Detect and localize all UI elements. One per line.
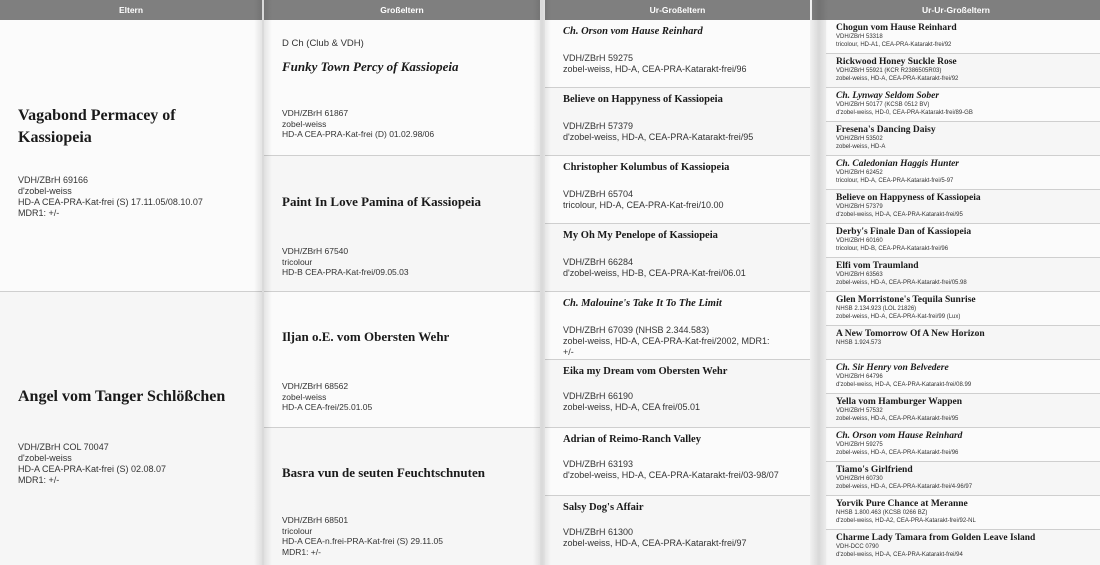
great-grandparent-info: VDH/ZBrH 61300 zobel-weiss, HD-A, CEA-PRA-Katarakt-frei/97: [563, 527, 747, 548]
grandparent-name: Basra vun de seuten Feuchtschnuten: [282, 465, 485, 480]
great-grandparent-name: Ch. Orson vom Hause Reinhard: [563, 26, 703, 37]
great-great-grandparent-cell: [826, 496, 1100, 530]
ggg-info: VDH/ZBrH 63563 zobel-weiss, HD-A, CEA-PRA-Katarakt-frei/05.98: [836, 272, 967, 286]
grandparent-cell: [264, 20, 540, 156]
parent-cell-sire: [0, 20, 262, 292]
page-fold: [533, 0, 551, 565]
great-great-grandparent-cell: [826, 428, 1100, 462]
great-great-grandparent-cell: [826, 360, 1100, 394]
ggg-info: VDH/ZBrH 60730 zobel-weiss, HD-A, CEA-PRA-Katarakt-frei/4-96/97: [836, 476, 973, 490]
header-ur-grosseltern: Ur-Großeltern: [545, 0, 810, 20]
ggg-name: Elfi vom Traumland: [836, 261, 919, 271]
ggg-name: Derby's Finale Dan of Kassiopeia: [836, 227, 972, 237]
grandparent-name: Funky Town Percy of Kassiopeia: [282, 59, 459, 74]
great-grandparent-cell: [545, 496, 810, 565]
great-grandparent-cell: [545, 428, 810, 496]
great-grandparent-info: VDH/ZBrH 66284 d'zobel-weiss, HD-B, CEA-PRA-Kat-frei/06.01: [563, 257, 746, 278]
great-great-grandparent-cell: [826, 462, 1100, 496]
ggg-name: Ch. Orson vom Hause Reinhard: [836, 431, 963, 441]
parent-cell-dam: [0, 292, 262, 565]
great-great-grandparent-cell: [826, 156, 1100, 190]
page-fold: [810, 0, 828, 565]
grandparent-name: Paint In Love Pamina of Kassiopeia: [282, 194, 481, 209]
ggg-info: VDH/ZBrH 62452 tricolour, HD-A, CEA-PRA-Katarakt-frei/5-97: [836, 170, 954, 184]
parent-info: VDH/ZBrH COL 70047 d'zobel-weiss HD-A CEA-PRA-Kat-frei (S) 02.08.07 MDR1: +/-: [18, 442, 167, 485]
ggg-name: Ch. Sir Henry von Belvedere: [836, 363, 949, 373]
ggg-info: VDH/ZBrH 53318 tricolour, HD-A1, CEA-PRA-Katarakt-frei/92: [836, 34, 952, 48]
great-grandparent-info: VDH/ZBrH 57379 d'zobel-weiss, HD-A, CEA-PRA-Katarakt-frei/95: [563, 121, 754, 142]
ggg-name: Yorvik Pure Chance at Meranne: [836, 499, 968, 509]
ggg-name: Fresena's Dancing Daisy: [836, 125, 936, 135]
great-great-grandparent-cell: [826, 292, 1100, 326]
ggg-info: NHSB 1.924.573: [836, 340, 882, 346]
great-grandparent-cell: [545, 20, 810, 88]
ggg-name: Charme Lady Tamara from Golden Leave Island: [836, 533, 1036, 543]
ggg-info: VDH/ZBrH 57379 d'zobel-weiss, HD-A, CEA-PRA-Katarakt-frei/95: [836, 204, 963, 218]
grandparent-cell: [264, 156, 540, 292]
great-grandparent-info: VDH/ZBrH 67039 (NHSB 2.344.583) zobel-weiss, HD-A, CEA-PRA-Kat-frei/2002, MDR1: +/-: [563, 325, 770, 357]
grandparent-prefix: D Ch (Club & VDH): [282, 38, 364, 49]
ggg-info: VDH/ZBrH 53502 zobel-weiss, HD-A: [836, 136, 886, 150]
great-grandparent-cell: [545, 88, 810, 156]
great-great-grandparent-cell: [826, 530, 1100, 565]
ggg-name: Yella vom Hamburger Wappen: [836, 397, 963, 407]
great-great-grandparent-cell: [826, 122, 1100, 156]
great-great-grandparent-cell: [826, 88, 1100, 122]
great-grandparent-info: VDH/ZBrH 63193 d'zobel-weiss, HD-A, CEA-PRA-Katarakt-frei/03-98/07: [563, 459, 779, 480]
ggg-name: Rickwood Honey Suckle Rose: [836, 57, 957, 67]
grandparent-info: VDH/ZBrH 68562 zobel-weiss HD-A CEA-frei/25.01.05: [282, 381, 373, 412]
great-grandparent-name: Ch. Malouine's Take It To The Limit: [563, 298, 722, 309]
great-grandparent-cell: [545, 360, 810, 428]
great-great-grandparent-cell: [826, 54, 1100, 88]
ggg-info: NHSB 2.134.923 (LOL 21826) zobel-weiss, HD-A, CEA-PRA-Kat-frei/99 (Lux): [836, 306, 961, 320]
great-grandparent-info: VDH/ZBrH 66190 zobel-weiss, HD-A, CEA frei/05.01: [563, 391, 701, 412]
great-grandparent-name: Eika my Dream vom Obersten Wehr: [563, 366, 728, 377]
grandparent-info: VDH/ZBrH 61867 zobel-weiss HD-A CEA-PRA-Kat-frei (D) 01.02.98/06: [282, 108, 435, 139]
grandparent-name: Iljan o.E. vom Obersten Wehr: [282, 329, 450, 344]
ggg-info: VDH/ZBrH 60160 tricolour, HD-B, CEA-PRA-Katarakt-frei/96: [836, 238, 949, 252]
great-great-grandparent-cell: [826, 20, 1100, 54]
great-grandparent-info: VDH/ZBrH 59275 zobel-weiss, HD-A, CEA-PRA-Katarakt-frei/96: [563, 53, 747, 74]
ggg-info: VDH/ZBrH 59275 zobel-weiss, HD-A, CEA-PRA-Katarakt-frei/96: [836, 442, 959, 456]
ggg-name: Tiamo's Girlfriend: [836, 465, 913, 475]
ggg-info: VDH/ZBrH 50177 (KCSB 0512 BV) d'zobel-weiss, HD-0, CEA-PRA-Katarakt-frei/89-GB: [836, 102, 973, 116]
ggg-name: Ch. Caledonian Haggis Hunter: [836, 159, 960, 169]
great-grandparent-cell: [545, 292, 810, 360]
great-grandparent-name: Christopher Kolumbus of Kassiopeia: [563, 162, 730, 173]
great-grandparent-name: My Oh My Penelope of Kassiopeia: [563, 230, 718, 241]
page-fold: [254, 0, 272, 565]
grandparent-info: VDH/ZBrH 68501 tricolour HD-A CEA-n.frei-PRA-Kat-frei (S) 29.11.05 MDR1: +/-: [282, 515, 443, 557]
grandparent-info: VDH/ZBrH 67540 tricolour HD-B CEA-PRA-Kat-frei/09.05.03: [282, 246, 409, 277]
great-great-grandparent-cell: [826, 190, 1100, 224]
great-grandparent-info: VDH/ZBrH 65704 tricolour, HD-A, CEA-PRA-Kat-frei/10.00: [563, 189, 724, 210]
grandparent-cell: [264, 292, 540, 428]
ggg-info: NHSB 1.800.463 (KCSB 0266 BZ) d'zobel-weiss, HD-A2, CEA-PRA-Katarakt-frei/92-NL: [836, 510, 976, 524]
great-grandparent-name: Believe on Happyness of Kassiopeia: [563, 94, 723, 105]
great-great-grandparent-cell: [826, 326, 1100, 360]
great-great-grandparent-cell: [826, 224, 1100, 258]
ggg-name: Ch. Lynway Seldom Sober: [836, 91, 940, 101]
ggg-name: Glen Morristone's Tequila Sunrise: [836, 295, 976, 305]
grandparent-cell: [264, 428, 540, 565]
ggg-info: VDH-DCC 0790 d'zobel-weiss, HD-A, CEA-PRA-Katarakt-frei/94: [836, 544, 963, 558]
great-great-grandparent-cell: [826, 258, 1100, 292]
great-great-grandparent-cell: [826, 394, 1100, 428]
header-ur-ur-grosseltern: Ur-Ur-Großeltern: [812, 0, 1100, 20]
parent-name: Angel vom Tanger Schlößchen: [18, 388, 226, 405]
ggg-name: A New Tomorrow Of A New Horizon: [836, 329, 985, 339]
ggg-info: VDH/ZBrH 57532 zobel-weiss, HD-A, CEA-PRA-Katarakt-frei/95: [836, 408, 959, 422]
parent-name: Vagabond Permacey of Kassiopeia: [18, 107, 176, 146]
great-grandparent-cell: [545, 156, 810, 224]
ggg-name: Chogun vom Hause Reinhard: [836, 23, 957, 33]
great-grandparent-name: Adrian of Reimo-Ranch Valley: [563, 434, 701, 445]
header-grosseltern: Großeltern: [264, 0, 540, 20]
ggg-info: VDH/ZBrH 64796 d'zobel-weiss, HD-A, CEA-PRA-Katarakt-frei/08.99: [836, 374, 972, 388]
ggg-info: VDH/ZBrH 55921 (KCR R2386505R03) zobel-weiss, HD-A, CEA-PRA-Katarakt-frei/92: [836, 68, 959, 82]
parent-info: VDH/ZBrH 69166 d'zobel-weiss HD-A CEA-PRA-Kat-frei (S) 17.11.05/08.10.07 MDR1: +/-: [18, 175, 203, 218]
ggg-name: Believe on Happyness of Kassiopeia: [836, 193, 981, 203]
great-grandparent-name: Salsy Dog's Affair: [563, 502, 644, 513]
header-eltern: Eltern: [0, 0, 262, 20]
great-grandparent-cell: [545, 224, 810, 292]
